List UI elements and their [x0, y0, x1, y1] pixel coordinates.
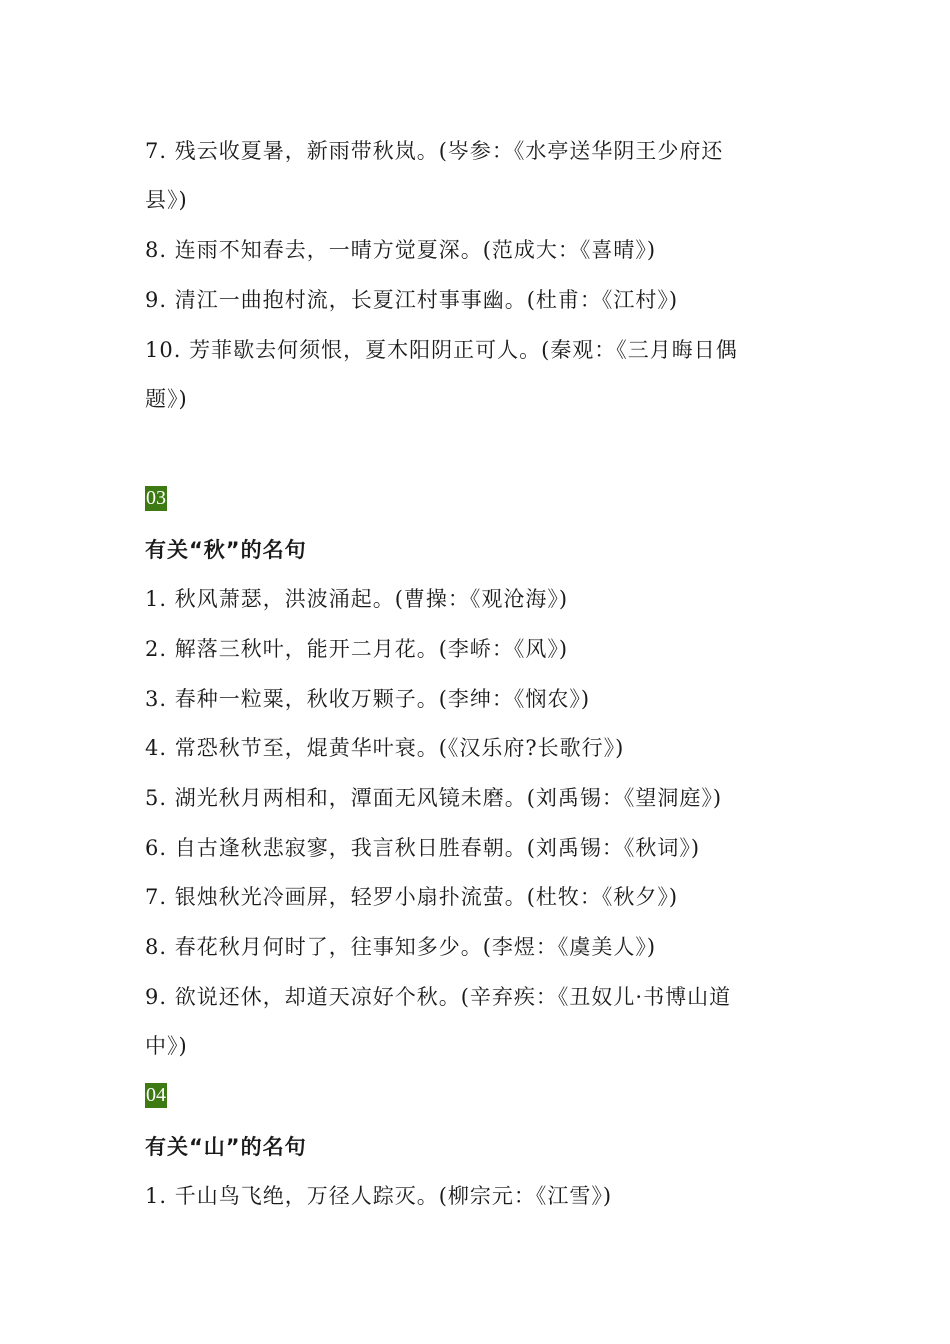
- poem-line: 1. 千山鸟飞绝，万径人踪灭。(柳宗元：《江雪》): [145, 1184, 613, 1208]
- section-badge-04: 04: [146, 1084, 166, 1106]
- section-badge-03: 03: [146, 487, 166, 509]
- poem-line: 7. 残云收夏暑，新雨带秋岚。(岑参：《水亭送华阴王少府还: [145, 139, 724, 163]
- poem-line: 8. 连雨不知春去，一晴方觉夏深。(范成大：《喜晴》): [145, 238, 657, 262]
- poem-line: 3. 春种一粒粟，秋收万颗子。(李绅：《悯农》): [145, 687, 591, 711]
- poem-line-continued: 题》): [145, 387, 188, 411]
- poem-line: 7. 银烛秋光冷画屏，轻罗小扇扑流萤。(杜牧：《秋夕》): [145, 885, 679, 909]
- poem-line: 9. 清江一曲抱村流，长夏江村事事幽。(杜甫：《江村》): [145, 288, 679, 312]
- poem-line: 8. 春花秋月何时了，往事知多少。(李煜：《虞美人》): [145, 935, 657, 959]
- poem-line: 10. 芳菲歇去何须恨，夏木阳阴正可人。(秦观：《三月晦日偶: [145, 338, 738, 362]
- poem-line: 4. 常恐秋节至，焜黄华叶衰。(《汉乐府?长歌行》): [145, 736, 625, 760]
- poem-line: 5. 湖光秋月两相和，潭面无风镜未磨。(刘禹锡：《望洞庭》): [145, 786, 723, 810]
- poem-line: 1. 秋风萧瑟，洪波涌起。(曹操：《观沧海》): [145, 587, 569, 611]
- poem-line: 9. 欲说还休，却道天凉好个秋。(辛弃疾：《丑奴儿·书博山道: [145, 985, 732, 1009]
- section-title-mountain: 有关“山”的名句: [145, 1135, 307, 1159]
- poem-line: 2. 解落三秋叶，能开二月花。(李峤：《风》): [145, 637, 569, 661]
- poem-line-continued: 县》): [145, 188, 188, 212]
- poem-line: 6. 自古逢秋悲寂寥，我言秋日胜春朝。(刘禹锡：《秋词》): [145, 836, 701, 860]
- section-title-autumn: 有关“秋”的名句: [145, 538, 307, 562]
- poem-line-continued: 中》): [145, 1034, 188, 1058]
